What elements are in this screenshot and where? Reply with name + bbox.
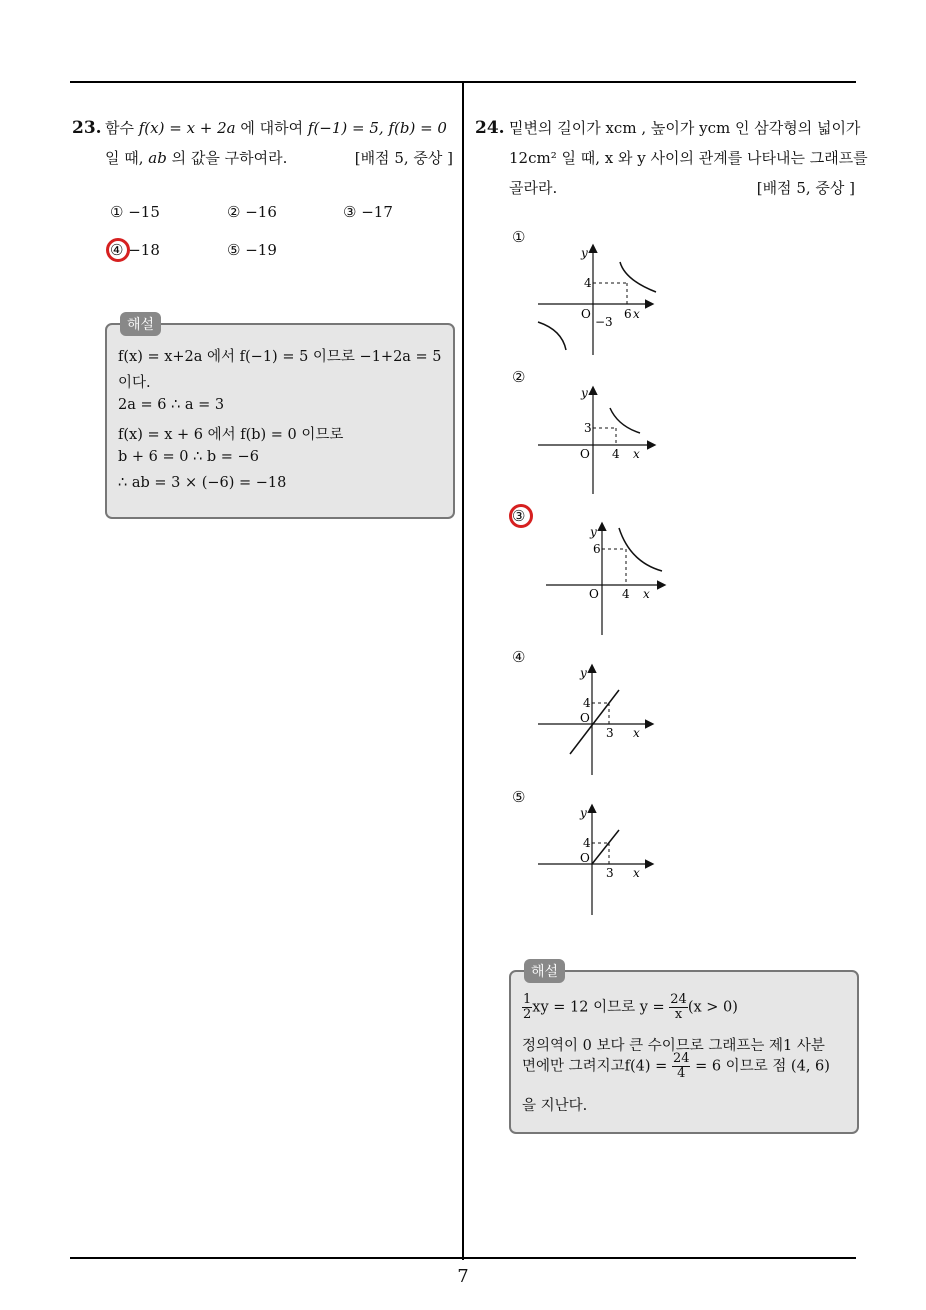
x-label: x (633, 866, 640, 880)
q23-condition: f(−1) = 5, f(b) = 0 (307, 119, 447, 137)
sol-text: xy = 12 이므로 y = (532, 999, 670, 1016)
curve-q1 (620, 262, 656, 292)
x-tick: 6 (624, 307, 632, 321)
line (592, 830, 619, 864)
x-tick: 4 (622, 587, 630, 601)
graph-1 (530, 240, 660, 360)
x-tick: 3 (606, 866, 614, 880)
frac-24-4 (672, 1052, 691, 1081)
neg-tick: −3 (595, 315, 613, 329)
q24-choice-4[interactable]: ④ (512, 648, 526, 666)
frac-den: 2 (523, 1007, 532, 1022)
q23-sol-line: 2a = 6 ∴ a = 3 (118, 397, 225, 413)
q23-func: f(x) = x + 2a (138, 119, 236, 137)
x-label: x (633, 447, 640, 461)
q23-stem-text2: 에 대하여 (235, 119, 308, 137)
y-tick: 4 (583, 836, 591, 850)
x-label: x (633, 726, 640, 740)
q24-choice-1[interactable]: ① (512, 228, 526, 246)
choice-value: −17 (361, 203, 393, 221)
sol-text: 면에만 그려지고f(4) = (522, 1058, 672, 1075)
q23-choice-5[interactable] (227, 241, 277, 259)
q24-stem-line: 밑변의 길이가 xcm , 높이가 ycm 인 삼각형의 넓이가 (509, 119, 861, 137)
origin: O (580, 447, 590, 461)
origin: O (589, 587, 599, 601)
q23-sol-line: ∴ ab = 3 × (−6) = −18 (118, 475, 287, 491)
curve-q3 (538, 322, 566, 350)
q24-stem (509, 113, 868, 203)
q23-choice-1[interactable] (110, 203, 160, 221)
q24-choice-3[interactable]: ③ (512, 507, 526, 525)
q23-sol-line: 이다. (118, 375, 151, 391)
graph-2 (530, 382, 660, 500)
q23-stem (105, 113, 455, 173)
y-label: y (580, 666, 587, 680)
q23-solution-tag: 해설 (120, 312, 161, 336)
q23-stem-text: 함수 (105, 119, 139, 137)
x-tick: 3 (606, 726, 614, 740)
y-label: y (581, 246, 588, 260)
frac-num: 1 (523, 992, 532, 1007)
answer-circle-mark (106, 238, 130, 262)
origin: O (580, 851, 590, 865)
y-label: y (590, 525, 597, 539)
frac-num: 24 (672, 1051, 690, 1066)
page-number: 7 (457, 1266, 469, 1287)
y-tick: 4 (584, 276, 592, 290)
choice-value: −19 (245, 241, 277, 259)
sol-text: (x > 0) (687, 999, 738, 1016)
choice-mark: ⑤ (227, 241, 241, 259)
q24-number: 24. (475, 118, 505, 138)
q24-stem-line: 12cm² 일 때, x 와 y 사이의 관계를 나타내는 그래프를 (509, 149, 868, 167)
answer-circle-mark (509, 504, 533, 528)
x-label: x (643, 587, 650, 601)
choice-value: −18 (128, 241, 160, 259)
q24-stem-line: 골라라. (509, 179, 558, 197)
q23-choice-2[interactable] (227, 203, 277, 221)
q24-sol-line-3 (522, 1052, 830, 1081)
q23-stem-text4: 의 값을 구하여라. (166, 149, 288, 167)
q23-score: [배점 5, 중상 ] (354, 149, 453, 167)
q24-sol-line-1 (522, 993, 738, 1022)
q24-sol-line-4: 을 지난다. (522, 1098, 588, 1114)
origin: O (580, 711, 590, 725)
frac-24-x (669, 993, 688, 1022)
choice-mark: ① (110, 203, 124, 221)
q24-choice-2[interactable]: ② (512, 368, 526, 386)
choice-mark: ② (227, 203, 241, 221)
y-label: y (580, 806, 587, 820)
q23-ab: ab (148, 149, 167, 167)
y-tick: 6 (593, 542, 601, 556)
frac-den: x (674, 1007, 683, 1022)
q24-sol-line-2: 정의역이 0 보다 큰 수이므로 그래프는 제1 사분 (522, 1038, 825, 1054)
y-tick: 4 (583, 696, 591, 710)
x-tick: 4 (612, 447, 620, 461)
origin: O (581, 307, 591, 321)
y-label: y (581, 386, 588, 400)
q24-solution-tag: 해설 (524, 959, 565, 983)
q23-choice-3[interactable] (343, 203, 393, 221)
column-divider (462, 82, 464, 1260)
graph-4 (530, 662, 660, 780)
choice-mark: ③ (343, 203, 357, 221)
q23-sol-line: f(x) = x + 6 에서 f(b) = 0 이므로 (118, 427, 344, 443)
q23-number: 23. (72, 118, 102, 138)
q23-sol-line: f(x) = x+2a 에서 f(−1) = 5 이므로 −1+2a = 5 (118, 349, 442, 365)
curve (610, 408, 640, 433)
choice-value: −16 (245, 203, 277, 221)
frac-half (522, 993, 532, 1022)
choice-value: −15 (128, 203, 160, 221)
curve (619, 528, 662, 571)
q23-sol-line: b + 6 = 0 ∴ b = −6 (118, 449, 259, 465)
bottom-rule (70, 1257, 856, 1259)
frac-den: 4 (677, 1066, 686, 1081)
y-tick: 3 (584, 421, 592, 435)
sol-text: = 6 이므로 점 (4, 6) (690, 1058, 830, 1075)
choice-mark: ④ (110, 241, 124, 259)
q24-score: [배점 5, 중상 ] (756, 179, 855, 197)
graph-5 (530, 802, 660, 920)
q24-choice-5[interactable]: ⑤ (512, 788, 526, 806)
frac-num: 24 (670, 992, 687, 1007)
q23-stem-text3: 일 때, (105, 149, 149, 167)
graph-3 (540, 520, 670, 640)
line (570, 690, 619, 754)
x-label: x (633, 307, 640, 321)
